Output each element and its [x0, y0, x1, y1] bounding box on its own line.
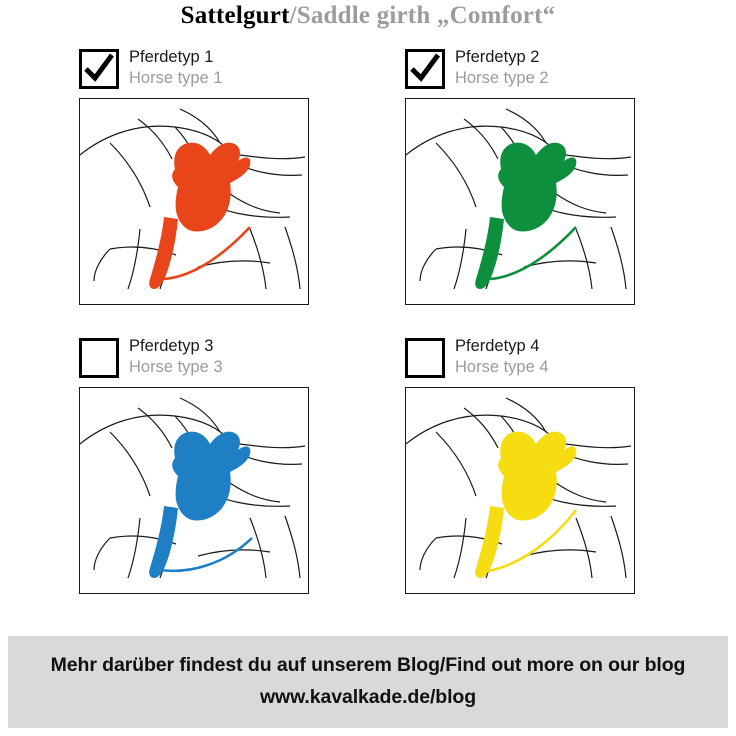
- illustration-frame-2: [405, 98, 635, 305]
- panel-header-2: [405, 49, 635, 95]
- illustration-frame-3: [79, 387, 309, 594]
- page-title-de: Sattelgurt: [180, 2, 290, 29]
- page-title-en: Saddle girth „Comfort“: [296, 2, 556, 29]
- horse-saddle-illustration-3: [80, 388, 308, 593]
- check-icon: [408, 52, 442, 86]
- panel-labels-3: [129, 336, 223, 378]
- panel-horse-type-2: [405, 49, 635, 95]
- panel-labels-4: [455, 336, 549, 378]
- panel-labels-2: [455, 47, 549, 89]
- panel-horse-type-3: [79, 338, 309, 384]
- panel-header-1: [79, 49, 309, 95]
- checkbox-horse-type-3[interactable]: [79, 338, 119, 378]
- panel-label-en-1: Horse type 1: [129, 69, 223, 87]
- panel-label-de-4: Pferdetyp 4: [455, 337, 540, 355]
- page-title: [0, 2, 736, 30]
- footer-blog-url[interactable]: www.kavalkade.de/blog: [259, 686, 477, 708]
- panel-label-de-3: Pferdetyp 3: [129, 337, 214, 355]
- panel-label-de-2: Pferdetyp 2: [455, 48, 540, 66]
- saddle-body-3: [172, 432, 250, 521]
- horse-saddle-illustration-1: [80, 99, 308, 304]
- horse-saddle-illustration-4: [406, 388, 634, 593]
- panel-header-4: [405, 338, 635, 384]
- saddle-body-1: [172, 143, 250, 232]
- saddle-body-2: [498, 143, 576, 232]
- girth-strap-2: [490, 227, 576, 279]
- panel-label-de-1: Pferdetyp 1: [129, 48, 214, 66]
- panel-header-3: [79, 338, 309, 384]
- illustration-frame-4: [405, 387, 635, 594]
- saddle-body-4: [498, 432, 576, 521]
- check-icon: [82, 52, 116, 86]
- checkbox-horse-type-1[interactable]: [79, 49, 119, 89]
- page-title-separator: /: [289, 2, 297, 29]
- girth-strap-1: [164, 227, 250, 279]
- footer-banner: [8, 636, 728, 728]
- checkbox-horse-type-2[interactable]: [405, 49, 445, 89]
- panel-label-en-4: Horse type 4: [455, 358, 549, 376]
- horse-saddle-illustration-2: [406, 99, 634, 304]
- illustration-frame-1: [79, 98, 309, 305]
- panel-label-en-2: Horse type 2: [455, 69, 549, 87]
- checkbox-horse-type-4[interactable]: [405, 338, 445, 378]
- panel-label-en-3: Horse type 3: [129, 358, 223, 376]
- panel-horse-type-1: [79, 49, 309, 95]
- saddle-flap-3: [149, 506, 178, 578]
- panel-horse-type-4: [405, 338, 635, 384]
- footer-text-line-1: Mehr darüber findest du auf unserem Blog/Find out more on our blog: [50, 654, 686, 676]
- panel-labels-1: [129, 47, 223, 89]
